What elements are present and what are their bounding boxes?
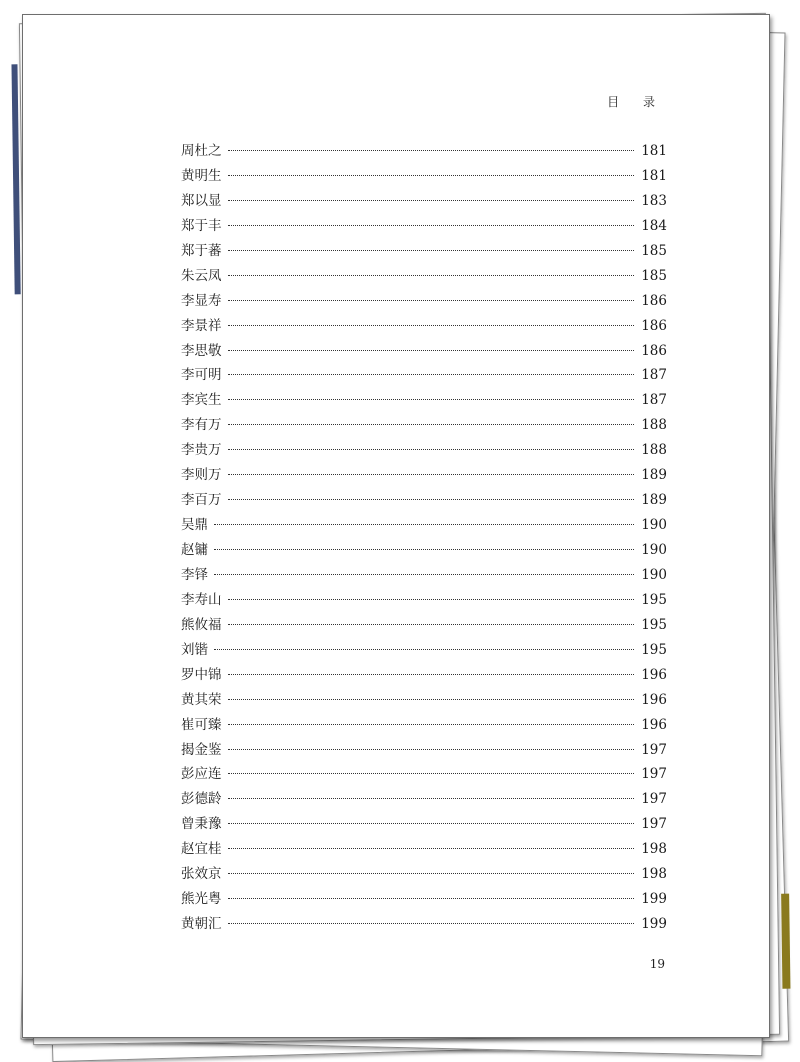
dot-leader [228, 200, 635, 201]
toc-entry-page: 190 [641, 542, 667, 558]
toc-entry [181, 638, 667, 663]
toc-entry [181, 289, 667, 314]
toc-entry-name: 黄明生 [181, 167, 222, 184]
toc-entry [181, 314, 667, 339]
toc-entry-page: 187 [641, 392, 667, 409]
toc-entry-name: 李有万 [181, 417, 222, 434]
dot-leader [228, 624, 635, 625]
toc-entry-page: 188 [641, 442, 667, 459]
toc-entry-name: 李铎 [181, 566, 208, 583]
page-number: 19 [649, 957, 665, 971]
toc-entry-page: 186 [641, 342, 667, 359]
toc-entry [181, 738, 667, 763]
toc-entry [181, 214, 667, 239]
toc-entry-name: 李则万 [181, 467, 222, 484]
toc-entry-name: 彭应连 [181, 766, 222, 783]
cover-edge-strip [781, 894, 790, 989]
toc-entry-name: 郑于蕃 [181, 242, 222, 259]
toc-entry [181, 862, 667, 887]
toc-entry [181, 912, 667, 937]
dot-leader [228, 374, 635, 375]
toc-entry [181, 488, 667, 513]
toc-entry [181, 189, 667, 214]
dot-leader [214, 549, 634, 550]
dot-leader [228, 749, 635, 750]
toc-entry [181, 363, 667, 388]
toc-entry [181, 239, 667, 264]
toc-entry [181, 887, 667, 912]
toc-entry-name: 郑以显 [181, 192, 222, 209]
toc-entry-name: 郑于丰 [181, 217, 222, 234]
toc-entry-page: 183 [641, 192, 667, 209]
toc-entry-name: 曾秉豫 [181, 816, 222, 833]
toc-entry-page: 196 [641, 691, 667, 708]
toc-entry-page: 198 [641, 841, 667, 858]
dot-leader [228, 674, 635, 675]
toc-entry-page: 197 [641, 766, 667, 783]
dot-leader [228, 499, 635, 500]
toc-entry-name: 李可明 [181, 367, 222, 384]
toc-entry-name: 李百万 [181, 492, 222, 509]
dot-leader [214, 524, 634, 525]
toc-entry-page: 184 [641, 217, 667, 234]
toc-entry-name: 刘锴 [181, 641, 208, 658]
toc-entry-page: 199 [641, 916, 667, 933]
toc-entry-name: 李寿山 [181, 591, 222, 608]
toc-entry [181, 413, 667, 438]
toc-entry-name: 揭金鉴 [181, 741, 222, 758]
toc-entry-name: 赵镛 [181, 542, 208, 558]
dot-leader [228, 325, 635, 326]
toc-entry [181, 463, 667, 488]
toc-entry-name: 李宾生 [181, 392, 222, 409]
toc-entry [181, 613, 667, 638]
toc-entry [181, 513, 667, 538]
page-header-title: 目 录 [607, 95, 665, 109]
dot-leader [228, 275, 635, 276]
dot-leader [228, 923, 635, 924]
dot-leader [228, 873, 635, 874]
dot-leader [228, 175, 635, 176]
toc-entry-page: 188 [641, 417, 667, 434]
table-of-contents [181, 139, 667, 937]
toc-entry [181, 688, 667, 713]
toc-entry-page: 187 [641, 367, 667, 384]
toc-entry-page: 190 [641, 517, 667, 534]
toc-entry-page: 195 [641, 616, 667, 633]
dot-leader [228, 474, 635, 475]
toc-entry-page: 196 [641, 716, 667, 733]
toc-entry [181, 663, 667, 688]
toc-entry-name: 熊光粤 [181, 891, 222, 908]
dot-leader [228, 599, 635, 600]
dot-leader [228, 699, 635, 700]
toc-entry [181, 787, 667, 812]
toc-entry [181, 563, 667, 588]
toc-entry-name: 熊攸福 [181, 616, 222, 633]
toc-entry [181, 588, 667, 613]
toc-entry-page: 195 [641, 641, 667, 658]
toc-entry-name: 朱云凤 [181, 267, 222, 284]
dot-leader [228, 350, 635, 351]
toc-entry-page: 197 [641, 741, 667, 758]
dot-leader [228, 798, 635, 799]
toc-entry-page: 198 [641, 866, 667, 883]
toc-entry [181, 264, 667, 289]
toc-entry [181, 438, 667, 463]
toc-entry [181, 139, 667, 164]
toc-entry-name: 李贵万 [181, 442, 222, 459]
toc-entry [181, 538, 667, 563]
toc-entry-name: 周杜之 [181, 143, 222, 159]
toc-entry-page: 197 [641, 791, 667, 808]
toc-entry-name: 李思敬 [181, 342, 222, 359]
toc-entry [181, 837, 667, 862]
toc-entry-name: 崔可臻 [181, 716, 222, 733]
toc-entry-page: 185 [641, 242, 667, 259]
dot-leader [228, 300, 635, 301]
toc-entry-name: 黄其荣 [181, 691, 222, 708]
dot-leader [228, 449, 635, 450]
toc-entry-name: 黄朝汇 [181, 916, 222, 933]
toc-entry-name: 李景祥 [181, 317, 222, 334]
dot-leader [228, 250, 635, 251]
dot-leader [214, 649, 634, 650]
toc-entry-page: 186 [641, 292, 667, 309]
toc-entry-page: 185 [641, 267, 667, 284]
toc-entry-page: 197 [641, 816, 667, 833]
toc-entry-page: 190 [641, 566, 667, 583]
toc-entry-page: 189 [641, 492, 667, 509]
dot-leader [228, 724, 635, 725]
toc-entry [181, 812, 667, 837]
cover-edge-strip [11, 64, 20, 294]
toc-entry-name: 李显寿 [181, 292, 222, 309]
dot-leader [228, 150, 635, 151]
dot-leader [228, 773, 635, 774]
dot-leader [228, 424, 635, 425]
toc-entry [181, 713, 667, 738]
dot-leader [228, 399, 635, 400]
dot-leader [214, 574, 634, 575]
dot-leader [228, 823, 635, 824]
toc-entry [181, 762, 667, 787]
toc-entry-name: 吴鼎 [181, 517, 208, 534]
toc-entry-page: 199 [641, 891, 667, 908]
toc-entry-name: 赵宜桂 [181, 841, 222, 858]
dot-leader [228, 848, 635, 849]
toc-entry [181, 388, 667, 413]
toc-entry-page: 186 [641, 317, 667, 334]
toc-entry-page: 195 [641, 591, 667, 608]
toc-entry-page: 181 [641, 143, 667, 159]
dot-leader [228, 225, 635, 226]
document-page [22, 14, 770, 1038]
toc-entry-name: 罗中锦 [181, 666, 222, 683]
toc-entry-page: 181 [641, 167, 667, 184]
dot-leader [228, 898, 635, 899]
toc-entry-page: 189 [641, 467, 667, 484]
toc-entry-name: 彭德龄 [181, 791, 222, 808]
toc-entry [181, 164, 667, 189]
toc-entry-page: 196 [641, 666, 667, 683]
toc-entry [181, 339, 667, 364]
toc-entry-name: 张效京 [181, 866, 222, 883]
